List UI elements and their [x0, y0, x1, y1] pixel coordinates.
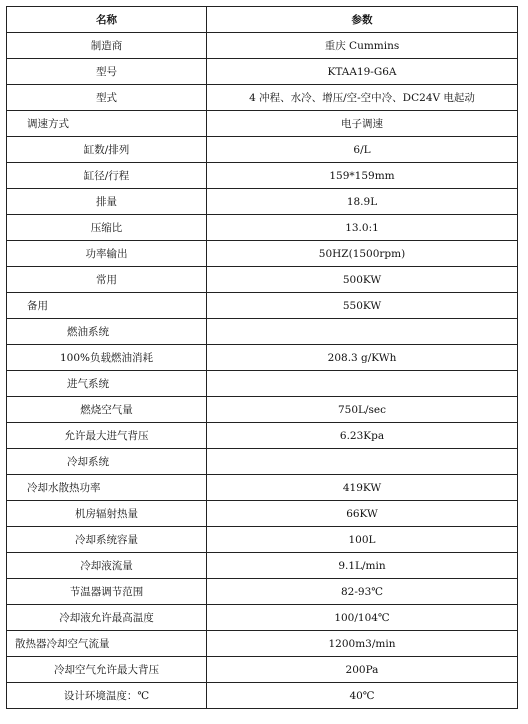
- param-name: 调速方式: [7, 111, 207, 137]
- param-value: 50HZ(1500rpm): [207, 241, 518, 267]
- param-value: 13.0:1: [207, 215, 518, 241]
- param-name: 冷却液流量: [7, 553, 207, 579]
- param-value: 18.9L: [207, 189, 518, 215]
- param-value: 重庆 Cummins: [207, 33, 518, 59]
- param-value: 4 冲程、水冷、增压/空-空中冷、DC24V 电起动: [207, 85, 518, 111]
- section-name: 进气系统: [7, 371, 207, 397]
- param-name: 备用: [7, 293, 207, 319]
- param-name: 冷却液允许最高温度: [7, 605, 207, 631]
- param-name: 设计环境温度：℃: [7, 683, 207, 709]
- header-name: 名称: [7, 7, 207, 33]
- table-row: [7, 137, 518, 163]
- param-name: 散热器冷却空气流量: [7, 631, 207, 657]
- param-name: 排量: [7, 189, 207, 215]
- table-row: [7, 345, 518, 371]
- param-name: 缸数/排列: [7, 137, 207, 163]
- table-row: [7, 319, 518, 345]
- param-name: 100%负载燃油消耗: [7, 345, 207, 371]
- param-value: 6/L: [207, 137, 518, 163]
- param-name: 制造商: [7, 33, 207, 59]
- section-name: 冷却系统: [7, 449, 207, 475]
- table-row: [7, 189, 518, 215]
- param-value: KTAA19-G6A: [207, 59, 518, 85]
- param-value: 66KW: [207, 501, 518, 527]
- table-row: [7, 371, 518, 397]
- table-row: [7, 111, 518, 137]
- param-name: 允许最大进气背压: [7, 423, 207, 449]
- table-row: [7, 631, 518, 657]
- table-row: [7, 59, 518, 85]
- table-row: [7, 501, 518, 527]
- param-value: 9.1L/min: [207, 553, 518, 579]
- table-row: [7, 579, 518, 605]
- param-value: [207, 371, 518, 397]
- table-row: [7, 397, 518, 423]
- header-value: 参数: [207, 7, 518, 33]
- param-value: 1200m3/min: [207, 631, 518, 657]
- param-value: 82-93℃: [207, 579, 518, 605]
- param-name: 型号: [7, 59, 207, 85]
- param-name: 压缩比: [7, 215, 207, 241]
- table-row: [7, 163, 518, 189]
- param-value: [207, 449, 518, 475]
- param-name: 节温器调节范围: [7, 579, 207, 605]
- table-row: [7, 657, 518, 683]
- param-value: 159*159mm: [207, 163, 518, 189]
- param-name: 机房辐射热量: [7, 501, 207, 527]
- table-row: [7, 423, 518, 449]
- header-row: [7, 7, 518, 33]
- param-value: 100L: [207, 527, 518, 553]
- param-name: 冷却水散热功率: [7, 475, 207, 501]
- param-name: 冷却系统容量: [7, 527, 207, 553]
- param-name: 常用: [7, 267, 207, 293]
- param-value: 750L/sec: [207, 397, 518, 423]
- table-row: [7, 33, 518, 59]
- table-row: [7, 605, 518, 631]
- param-value: [207, 319, 518, 345]
- section-name: 燃油系统: [7, 319, 207, 345]
- param-name: 型式: [7, 85, 207, 111]
- param-value: 500KW: [207, 267, 518, 293]
- param-name: 缸径/行程: [7, 163, 207, 189]
- param-value: 419KW: [207, 475, 518, 501]
- param-name: 功率输出: [7, 241, 207, 267]
- param-value: 电子调速: [207, 111, 518, 137]
- table-row: [7, 683, 518, 709]
- table-row: [7, 241, 518, 267]
- param-name: 燃烧空气量: [7, 397, 207, 423]
- table-row: [7, 267, 518, 293]
- param-value: 100/104℃: [207, 605, 518, 631]
- param-value: 6.23Kpa: [207, 423, 518, 449]
- param-value: 200Pa: [207, 657, 518, 683]
- param-value: 40℃: [207, 683, 518, 709]
- table-row: [7, 449, 518, 475]
- table-row: [7, 475, 518, 501]
- table-row: [7, 85, 518, 111]
- table-row: [7, 553, 518, 579]
- param-name: 冷却空气允许最大背压: [7, 657, 207, 683]
- table-row: [7, 293, 518, 319]
- param-value: 208.3 g/KWh: [207, 345, 518, 371]
- table-row: [7, 527, 518, 553]
- table-row: [7, 215, 518, 241]
- spec-table: [6, 6, 518, 709]
- param-value: 550KW: [207, 293, 518, 319]
